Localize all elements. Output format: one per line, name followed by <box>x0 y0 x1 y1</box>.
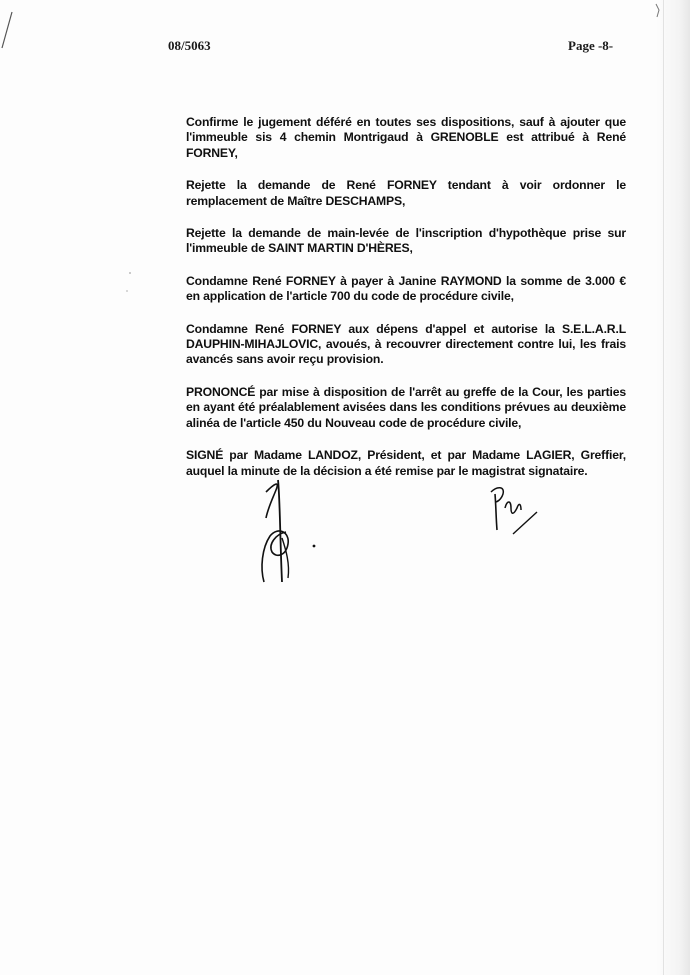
paragraph-confirmation: Confirme le jugement déféré en toutes ses dispositions, sauf à ajouter que l'immeuble sis 4 chemin Montrigaud à GRENOBLE est attribué à René FORNEY, <box>186 115 626 160</box>
ruling-text <box>186 115 626 496</box>
paragraph-signatures: SIGNÉ par Madame LANDOZ, Président, et par Madame LAGIER, Greffier, auquel la minute de la décision a été remise par le magistrat signataire. <box>186 448 626 478</box>
case-reference: 08/5063 <box>168 38 211 53</box>
scan-mark-icon <box>0 0 16 60</box>
clerk-signature-icon <box>483 478 543 538</box>
scan-mark-icon <box>626 0 666 30</box>
scan-speck <box>126 290 128 292</box>
paragraph-rejection-replacement: Rejette la demande de René FORNEY tendant à voir ordonner le remplacement de Maître DESCHAMPS, <box>186 178 626 208</box>
scan-speck <box>129 272 131 274</box>
paragraph-order-payment: Condamne René FORNEY à payer à Janine RAYMOND la somme de 3.000 € en application de l'article 700 du code de procédure civile, <box>186 273 626 304</box>
paragraph-pronouncement: PRONONCÉ par mise à disposition de l'arrêt au greffe de la Cour, les parties en ayant été préalablement avisées dans les conditions prévues au deuxième alinéa de l'article 450 du Nouveau code de procédure civile, <box>186 384 626 430</box>
page-fold-line <box>663 0 664 975</box>
paragraph-costs: Condamne René FORNEY aux dépens d'appel et autorise la S.E.L.A.R.L DAUPHIN-MIHAJLOVIC, avoués, à recouvrer directement contre lui, les frais avancés sans avoir reçu provision. <box>186 321 626 367</box>
president-signature-icon <box>246 478 326 588</box>
page-edge-shadow <box>656 0 690 975</box>
paragraph-rejection-mortgage: Rejette la demande de main-levée de l'inscription d'hypothèque prise sur l'immeuble de SAINT MARTIN D'HÈRES, <box>186 226 626 256</box>
page-number: Page -8- <box>568 38 614 53</box>
